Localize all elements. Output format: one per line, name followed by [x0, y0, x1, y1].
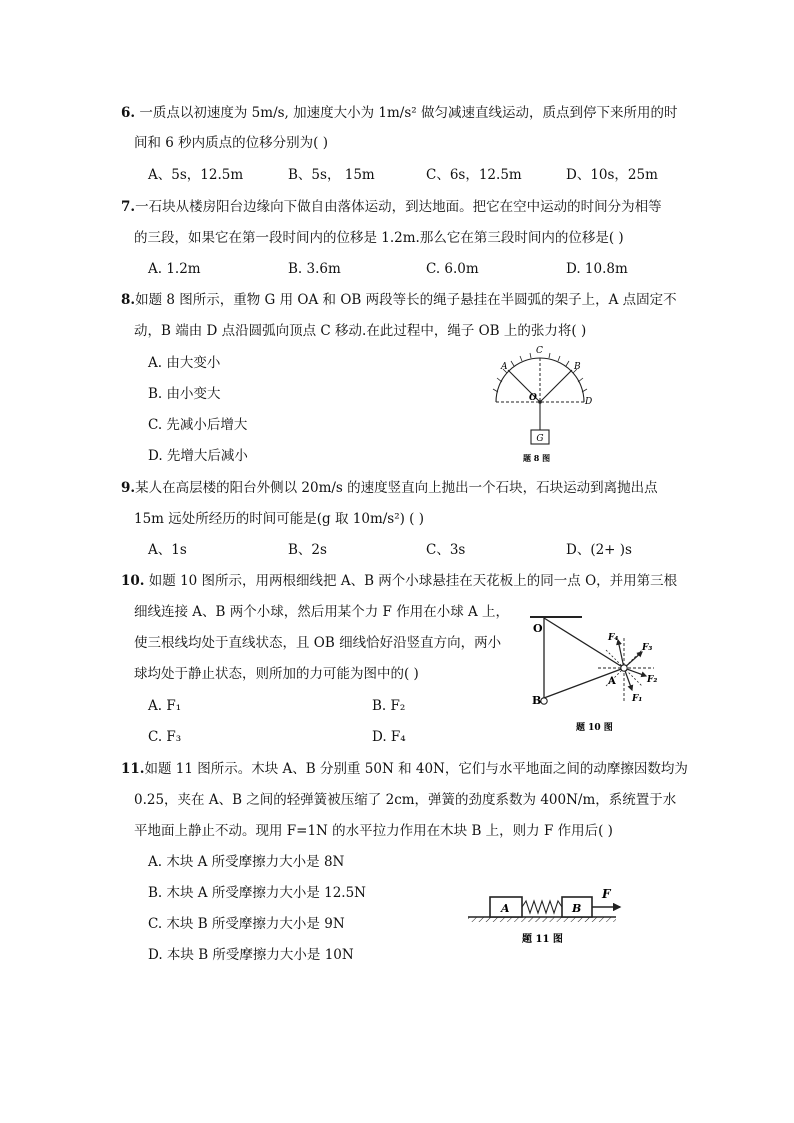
q10-option-b: B. F₂	[372, 698, 406, 714]
q8-option-d: D. 先增大后减小	[148, 448, 248, 464]
q8-number: 8.	[121, 292, 136, 308]
fig10-label-f1: F₁	[632, 694, 643, 704]
q9-number: 9.	[121, 480, 136, 496]
fig10-label-a: A	[608, 676, 616, 687]
q10-number: 10.	[121, 573, 145, 589]
q10-line2: 细线连接 A、B 两个小球，然后用某个力 F 作用在小球 A 上，	[134, 604, 510, 620]
q8-option-b: B. 由小变大	[148, 386, 221, 402]
q6-option-a: A、5s，12.5m	[148, 167, 244, 183]
q7-option-b: B. 3.6m	[288, 261, 341, 277]
q10-line4: 球均处于静止状态，则所加的力可能为图中的( )	[134, 666, 419, 682]
q9-option-d: D、(2+ )s	[566, 542, 632, 558]
q7-option-c: C. 6.0m	[426, 261, 479, 277]
q6-line2: 间和 6 秒内质点的位移分别为( )	[134, 135, 328, 151]
q10-line3: 使三根线均处于直线状态，且 OB 细线恰好沿竖直方向，两小	[134, 635, 502, 651]
q11-option-a: A. 木块 A 所受摩擦力大小是 8N	[148, 854, 345, 870]
q11-number: 11.	[121, 761, 145, 777]
q8-option-a: A. 由大变小	[148, 355, 221, 371]
fig11-caption: 题 11 图	[522, 934, 563, 945]
q6-text1: 一质点以初速度为 5m/s, 加速度大小为 1m/s² 做匀减速直线运动，质点到停下来所用的时	[135, 105, 678, 121]
fig10-label-f4: F₄	[608, 633, 619, 643]
fig11-label-b: B	[572, 902, 582, 915]
q6-number: 6.	[121, 105, 136, 121]
q11-option-b: B. 木块 A 所受摩擦力大小是 12.5N	[148, 885, 366, 901]
q6-option-c: C、6s，12.5m	[426, 167, 522, 183]
figure-11	[464, 880, 630, 952]
q10-text1: 如题 10 图所示，用两根细线把 A、B 两个小球悬挂在天花板上的同一点 O，并用第三根	[144, 573, 678, 589]
fig11-label-f: F	[602, 887, 611, 901]
fig8-caption: 题 8 图	[523, 453, 551, 463]
fig10-label-f3: F₃	[642, 643, 653, 653]
figure-10	[520, 610, 680, 736]
q7-option-a: A. 1.2m	[148, 261, 201, 277]
q6-option-d: D、10s，25m	[566, 167, 658, 183]
fig10-label-f2: F₂	[647, 675, 658, 685]
q6-line1	[121, 104, 678, 122]
figure-8	[488, 340, 600, 466]
q11-text1: 如题 11 图所示。木块 A、B 分别重 50N 和 40N，它们与水平地面之间的动摩擦因数均为	[144, 761, 688, 777]
fig8-label-a: A	[501, 362, 508, 372]
q7-line1	[121, 198, 662, 216]
q11-option-d: D. 本块 B 所受摩擦力大小是 10N	[148, 947, 354, 963]
q7-text1: 一石块从楼房阳台边缘向下做自由落体运动，到达地面。把它在空中运动的时间分为相等	[135, 199, 662, 215]
q9-option-c: C、3s	[426, 542, 466, 558]
q11-line1	[121, 760, 688, 778]
q9-option-b: B、2s	[288, 542, 327, 558]
fig8-label-c: C	[536, 346, 543, 356]
fig8-label-g: G	[536, 434, 544, 444]
q10-option-d: D. F₄	[372, 729, 406, 745]
q10-option-a: A. F₁	[148, 698, 182, 714]
q9-line1	[121, 479, 658, 497]
q7-option-d: D. 10.8m	[566, 261, 628, 277]
q8-line2: 动，B 端由 D 点沿圆弧向顶点 C 移动.在此过程中，绳子 OB 上的张力将( )	[134, 323, 587, 339]
q9-text1: 某人在高层楼的阳台外侧以 20m/s 的速度竖直向上抛出一个石块，石块运动到离抛出点	[135, 480, 658, 496]
q10-line1	[121, 572, 677, 590]
q11-line2: 0.25，夹在 A、B 之间的轻弹簧被压缩了 2cm，弹簧的劲度系数为 400N/m，系统置于水	[134, 792, 677, 808]
fig11-label-a: A	[501, 902, 510, 915]
q10-option-c: C. F₃	[148, 729, 182, 745]
q7-line2: 的三段，如果它在第一段时间内的位移是 1.2m.那么它在第三段时间内的位移是( )	[134, 230, 624, 246]
q9-line2: 15m 远处所经历的时间可能是(g 取 10m/s²) ( )	[134, 511, 425, 527]
fig10-label-o: O	[533, 622, 543, 635]
fig8-label-b: B	[574, 362, 581, 372]
q8-text1: 如题 8 图所示，重物 G 用 OA 和 OB 两段等长的绳子悬挂在半圆弧的架子上，A 点固定不	[135, 292, 677, 308]
fig10-label-b: B	[532, 694, 542, 707]
fig8-label-o: O	[529, 393, 537, 403]
fig8-label-d: D	[585, 397, 593, 407]
q9-option-a: A、1s	[148, 542, 187, 558]
q8-line1	[121, 291, 677, 309]
q11-line3: 平地面上静止不动。现用 F=1N 的水平拉力作用在木块 B 上，则力 F 作用后( )	[134, 823, 613, 839]
q8-option-c: C. 先减小后增大	[148, 417, 248, 433]
q6-option-b: B、5s， 15m	[288, 167, 375, 183]
fig10-caption: 题 10 图	[576, 723, 613, 733]
q11-option-c: C. 木块 B 所受摩擦力大小是 9N	[148, 916, 345, 932]
q7-number: 7.	[121, 199, 136, 215]
